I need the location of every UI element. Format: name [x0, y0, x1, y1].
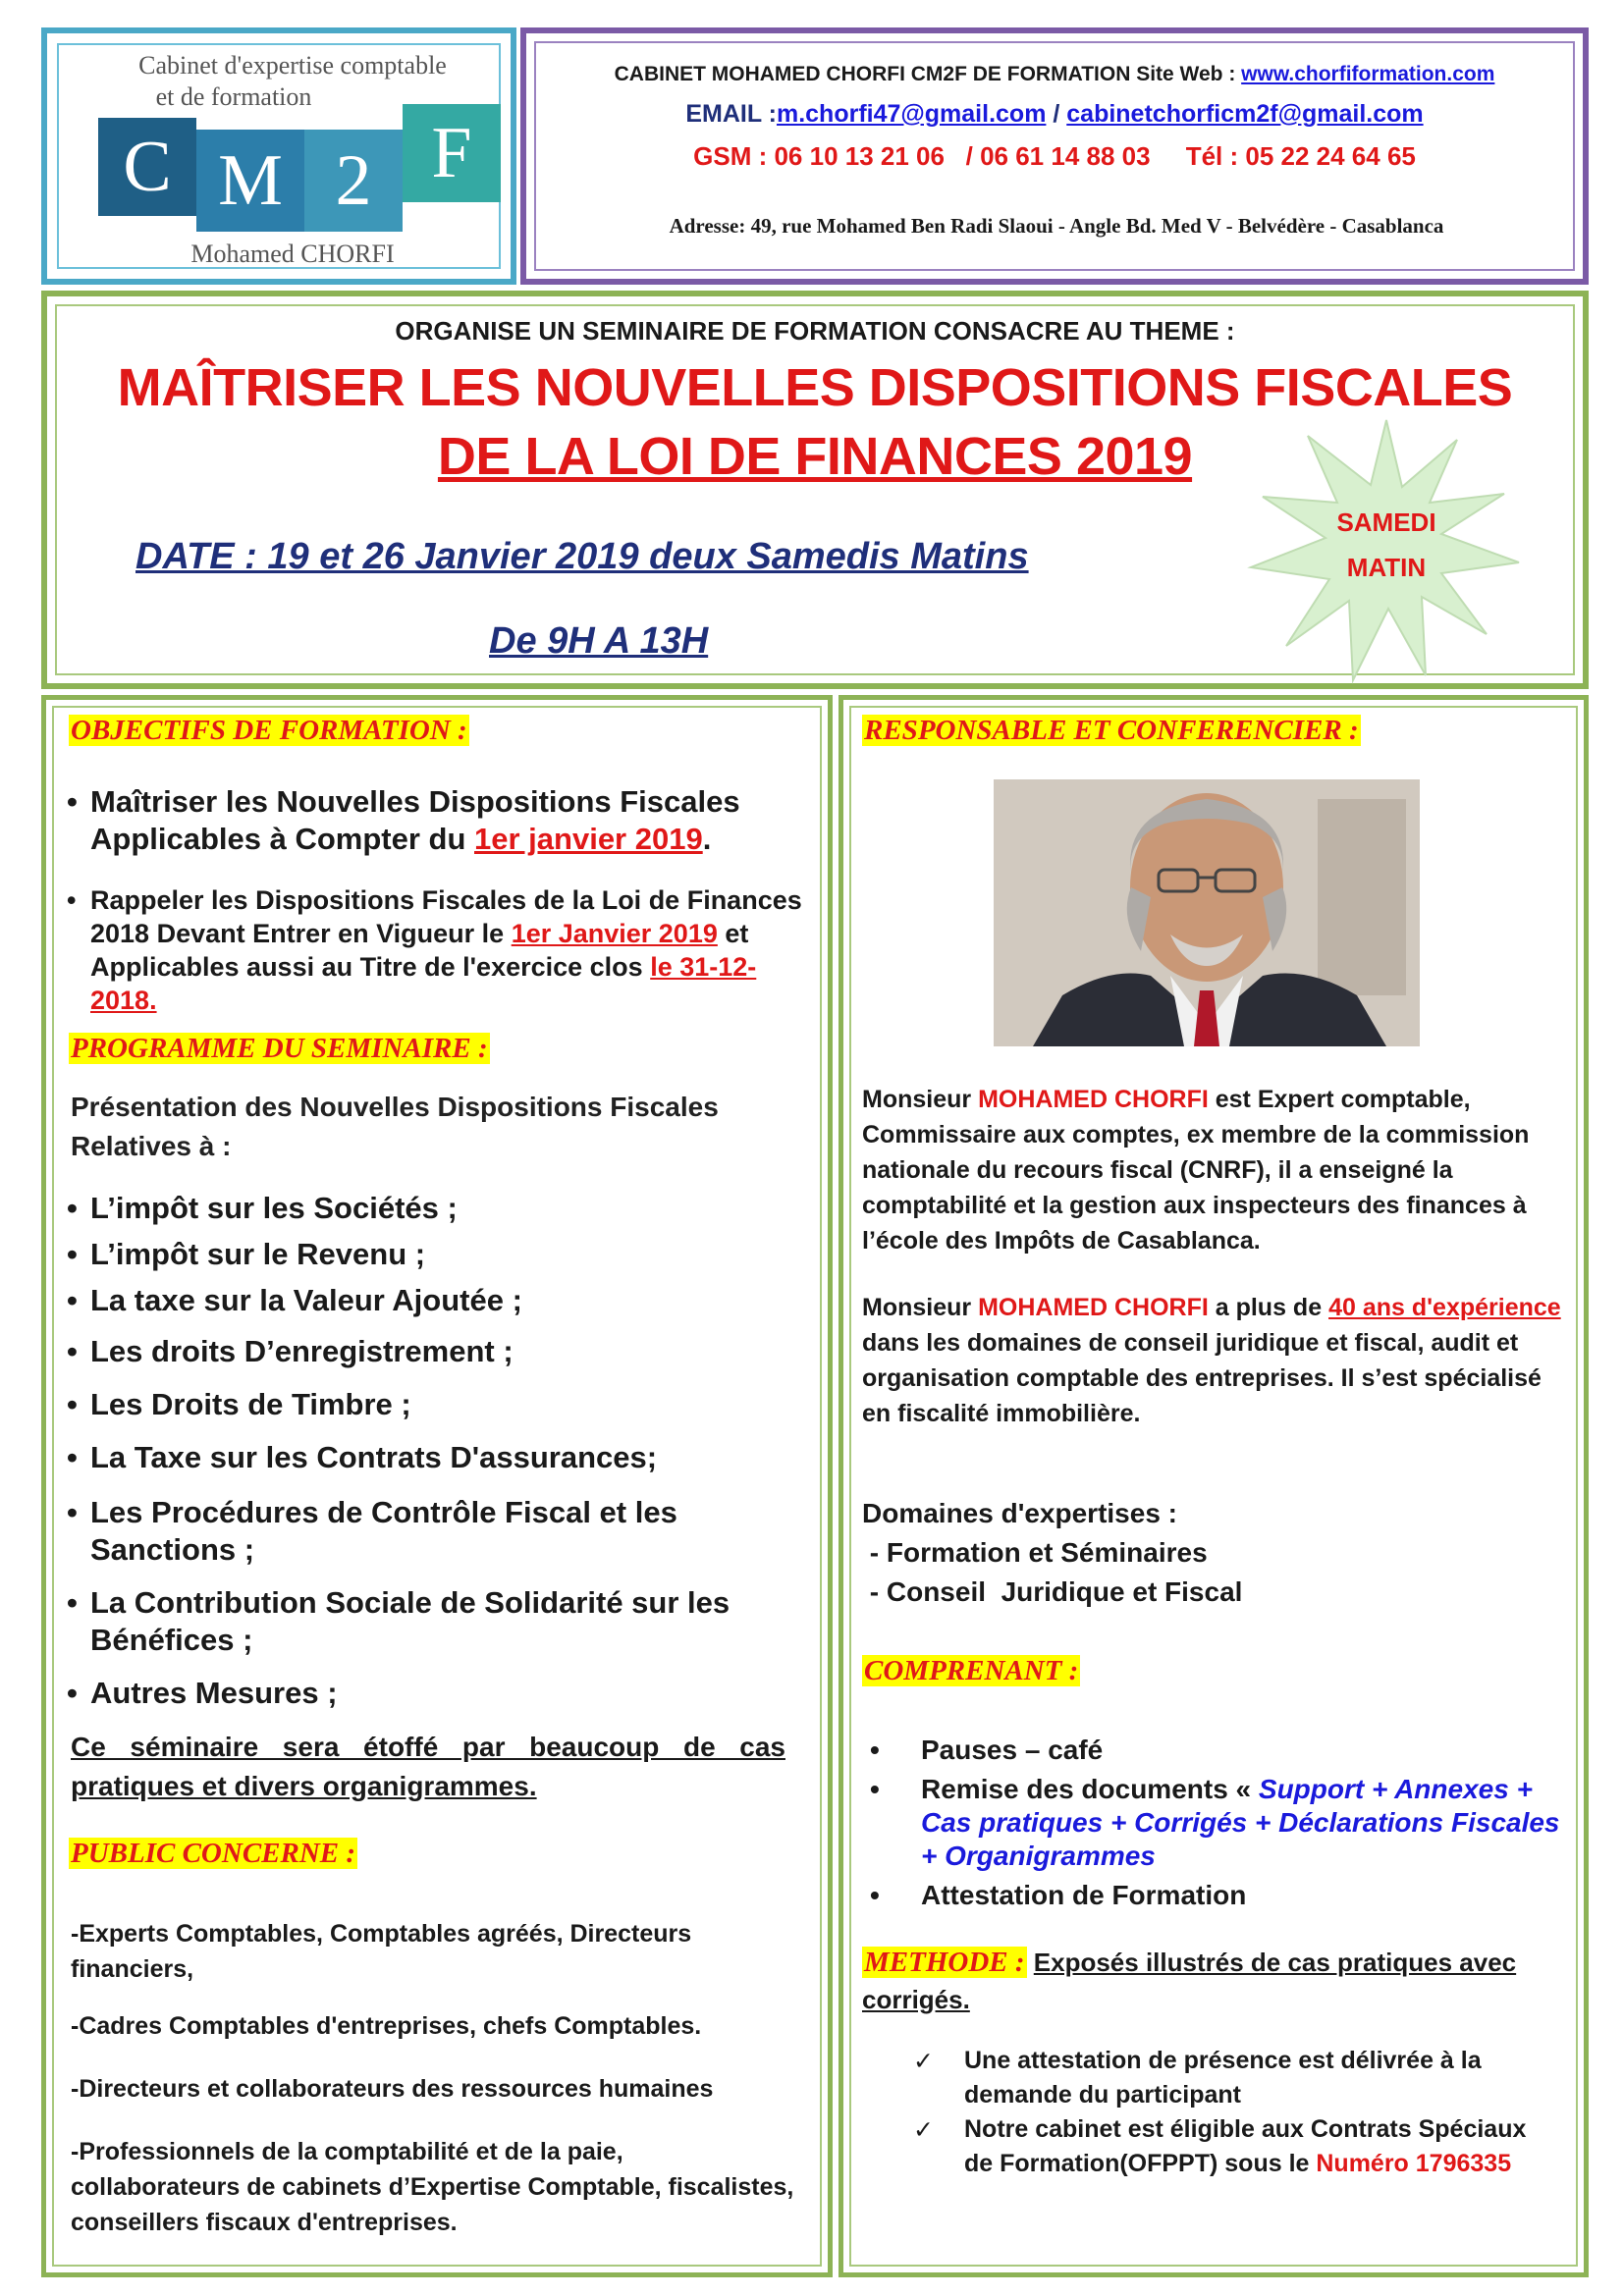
- contact-email: [526, 100, 1583, 129]
- domaine-item-2: - Conseil Juridique et Fiscal: [862, 1576, 1243, 1607]
- logo-letter-f: F: [403, 104, 501, 202]
- bio1-prefix: Monsieur: [862, 1086, 979, 1113]
- website-link[interactable]: www.chorfiformation.com: [1241, 63, 1495, 85]
- list-item: [67, 1190, 813, 1227]
- logo-line1: Cabinet d'expertise comptable: [138, 51, 447, 80]
- programme-item-3: La taxe sur la Valeur Ajoutée ;: [90, 1283, 522, 1317]
- bio2-body: dans les domaines de conseil juridique et fiscal, audit et organisation comptable des entreprises. Il s’est spécialisé en fiscalité immobilière.: [862, 1329, 1542, 1427]
- email-label: EMAIL :: [685, 100, 777, 128]
- bullet: •: [67, 1191, 78, 1225]
- logo-letter-c: C: [98, 118, 196, 216]
- programme-item-2: L’impôt sur le Revenu ;: [90, 1237, 426, 1271]
- programme-list: [67, 1190, 813, 1712]
- public-heading-wrap: [69, 1838, 357, 1870]
- bio2-prefix: Monsieur: [862, 1294, 979, 1321]
- list-item: [67, 1282, 813, 1319]
- starburst-line2: MATIN: [1346, 553, 1427, 582]
- objectif-2-date1: 1er Janvier 2019: [511, 919, 718, 948]
- banner-title-line1: MAÎTRISER LES NOUVELLES DISPOSITIONS FISCALES: [117, 358, 1513, 417]
- bullet: •: [67, 1495, 78, 1529]
- logo-box: [41, 27, 516, 285]
- checkmark-icon: ✓: [913, 2115, 934, 2144]
- comprenant-item-3: [864, 1879, 1571, 1912]
- starburst-line1: SAMEDI: [1336, 507, 1436, 537]
- bullet: •: [67, 1440, 78, 1474]
- programme-item-9: Autres Mesures ;: [90, 1676, 338, 1710]
- bullet: •: [67, 1334, 78, 1368]
- programme-item-7: Les Procédures de Contrôle Fiscal et les Sanctions ;: [90, 1495, 677, 1567]
- programme-heading-wrap: [69, 1033, 490, 1065]
- programme-item-8: La Contribution Sociale de Solidarité sur les Bénéfices ;: [90, 1585, 730, 1657]
- contact-box: [520, 27, 1589, 285]
- bio-paragraph-1: [862, 1082, 1569, 1258]
- contact-phones: GSM : 06 10 13 21 06 / 06 61 14 88 03 Tél : 05 22 24 64 65: [693, 141, 1416, 171]
- comprenant-2-docs: Support + Annexes + Cas pratiques + Corrigés + Déclarations Fiscales + Organigrammes: [921, 1774, 1560, 1871]
- check-2-text: Notre cabinet est éligible aux Contrats Spéciaux de Formation(OFPPT) sous le: [964, 2115, 1527, 2177]
- programme-item-1: L’impôt sur les Sociétés ;: [90, 1191, 458, 1225]
- bio1-name: MOHAMED CHORFI: [978, 1086, 1209, 1113]
- objectifs-heading: OBJECTIFS DE FORMATION :: [71, 715, 467, 746]
- comprenant-1-text: Pauses – café: [921, 1735, 1104, 1765]
- domaine-item-1: - Formation et Séminaires: [862, 1537, 1208, 1568]
- list-item: [67, 1584, 813, 1659]
- email-link-2[interactable]: cabinetchorficm2f@gmail.com: [1066, 100, 1424, 128]
- bio1-body: est Expert comptable, Commissaire aux comptes, ex membre de la commission nationale du recours fiscal (CNRF), il a enseigné la comptabilité et la gestion aux inspecteurs des finances à l’école des Impôts de Casablanca.: [862, 1086, 1530, 1255]
- public-heading: PUBLIC CONCERNE :: [71, 1838, 356, 1869]
- objectifs-heading-wrap: [69, 715, 469, 747]
- objectif-1-end: .: [702, 822, 712, 856]
- list-item: [67, 1675, 813, 1712]
- bullet: •: [67, 784, 78, 819]
- bullet: •: [67, 1585, 78, 1620]
- list-item: [67, 1333, 813, 1370]
- checkmark-icon: ✓: [913, 2047, 934, 2075]
- objectif-1-text: Maîtriser les Nouvelles Dispositions Fiscales Applicables à Compter du: [90, 784, 740, 856]
- email-link-1[interactable]: m.chorfi47@gmail.com: [776, 100, 1047, 128]
- list-item: [67, 1236, 813, 1273]
- comprenant-heading: COMPRENANT :: [864, 1655, 1079, 1686]
- comprenant-item-2: [864, 1773, 1571, 1873]
- check-2-number: Numéro 1796335: [1316, 2150, 1512, 2177]
- programme-item-4: Les droits D’enregistrement ;: [90, 1334, 514, 1368]
- methode-text: Exposés illustrés de cas pratiques avec corrigés.: [862, 1948, 1517, 2014]
- public-item-1: -Experts Comptables, Comptables agréés, Directeurs financiers,: [71, 1920, 692, 1983]
- comprenant-item-1: [864, 1734, 1571, 1767]
- objectif-2: [67, 883, 803, 1017]
- list-item: [67, 1386, 813, 1423]
- starburst-badge: [1239, 400, 1534, 695]
- bullet: •: [870, 1880, 880, 1910]
- bio2-name: MOHAMED CHORFI: [978, 1294, 1209, 1321]
- programme-heading: PROGRAMME DU SEMINAIRE :: [71, 1033, 488, 1064]
- speaker-photo: [994, 779, 1420, 1046]
- bullet: •: [870, 1735, 880, 1765]
- programme-item-5: Les Droits de Timbre ;: [90, 1387, 411, 1421]
- logo-name: Mohamed CHORFI: [190, 240, 395, 268]
- comprenant-3-text: Attestation de Formation: [921, 1880, 1247, 1910]
- bullet: •: [67, 1237, 78, 1271]
- contact-address: Adresse: 49, rue Mohamed Ben Radi Slaoui - Angle Bd. Med V - Belvédère - Casablanca: [669, 214, 1444, 238]
- public-item-3: -Directeurs et collaborateurs des ressources humaines: [71, 2075, 714, 2103]
- public-item-2: -Cadres Comptables d'entreprises, chefs Comptables.: [71, 2012, 702, 2040]
- methode-heading: METHODE :: [864, 1947, 1025, 1978]
- methode: [862, 1944, 1569, 2018]
- etoffe-note: Ce séminaire sera étoffé par beaucoup de cas pratiques et divers organigrammes.: [71, 1732, 785, 1801]
- objectif-2-date2: le 31-12-2018.: [90, 952, 757, 1015]
- contact-line1-prefix: CABINET MOHAMED CHORFI CM2F DE FORMATION Site Web :: [614, 63, 1242, 85]
- banner-hours: De 9H A 13H: [489, 620, 709, 662]
- objectif-2-text: Rappeler les Dispositions Fiscales de la Loi de Finances 2018 Devant Entrer en Vigueur le: [90, 885, 802, 948]
- programme-item-6: La Taxe sur les Contrats D'assurances;: [90, 1440, 658, 1474]
- list-item: [67, 1494, 813, 1569]
- bullet: •: [67, 1387, 78, 1421]
- bullet: •: [67, 1283, 78, 1317]
- logo-letter-2: 2: [304, 130, 403, 232]
- programme-intro: Présentation des Nouvelles Dispositions Fiscales Relatives à :: [71, 1092, 719, 1161]
- comprenant-2-prefix: Remise des documents «: [921, 1774, 1259, 1804]
- bullet: •: [67, 1676, 78, 1710]
- objectif-1: [67, 783, 803, 858]
- objectif-2-mid: et Applicables aussi au Titre de l'exercice clos: [90, 919, 749, 982]
- check-1-text: Une attestation de présence est délivrée à la demande du participant: [964, 2047, 1482, 2109]
- responsable-heading: RESPONSABLE ET CONFERENCIER :: [864, 715, 1359, 746]
- bio2-years: 40 ans d'expérience: [1328, 1294, 1561, 1321]
- banner-intro: ORGANISE UN SEMINAIRE DE FORMATION CONSACRE AU THEME :: [395, 316, 1235, 346]
- domaines-title: Domaines d'expertises :: [862, 1498, 1178, 1528]
- check-item-2: [913, 2112, 1561, 2181]
- banner-date: DATE : 19 et 26 Janvier 2019 deux Samedis Matins: [135, 536, 1029, 577]
- bio2-mid: a plus de: [1208, 1294, 1329, 1321]
- email-separator: /: [1046, 100, 1067, 128]
- list-item: [67, 1439, 813, 1476]
- logo-letter-m: M: [196, 130, 304, 232]
- objectif-1-date: 1er janvier 2019: [474, 822, 703, 856]
- starburst-shape: [1251, 420, 1519, 680]
- bullet: •: [870, 1774, 880, 1804]
- public-item-4: -Professionnels de la comptabilité et de la paie, collaborateurs de cabinets d’Expertise Comptable, fiscalistes, conseillers fiscaux d'entreprises.: [71, 2138, 794, 2236]
- check-item-1: [913, 2044, 1561, 2112]
- bio-paragraph-2: [862, 1290, 1569, 1431]
- logo-line2: et de formation: [155, 82, 312, 111]
- comprenant-heading-wrap: [862, 1655, 1080, 1687]
- bullet: •: [67, 885, 77, 915]
- responsable-heading-wrap: [862, 715, 1361, 747]
- banner-title-line2: DE LA LOI DE FINANCES 2019: [437, 427, 1193, 486]
- contact-line1: [526, 63, 1583, 86]
